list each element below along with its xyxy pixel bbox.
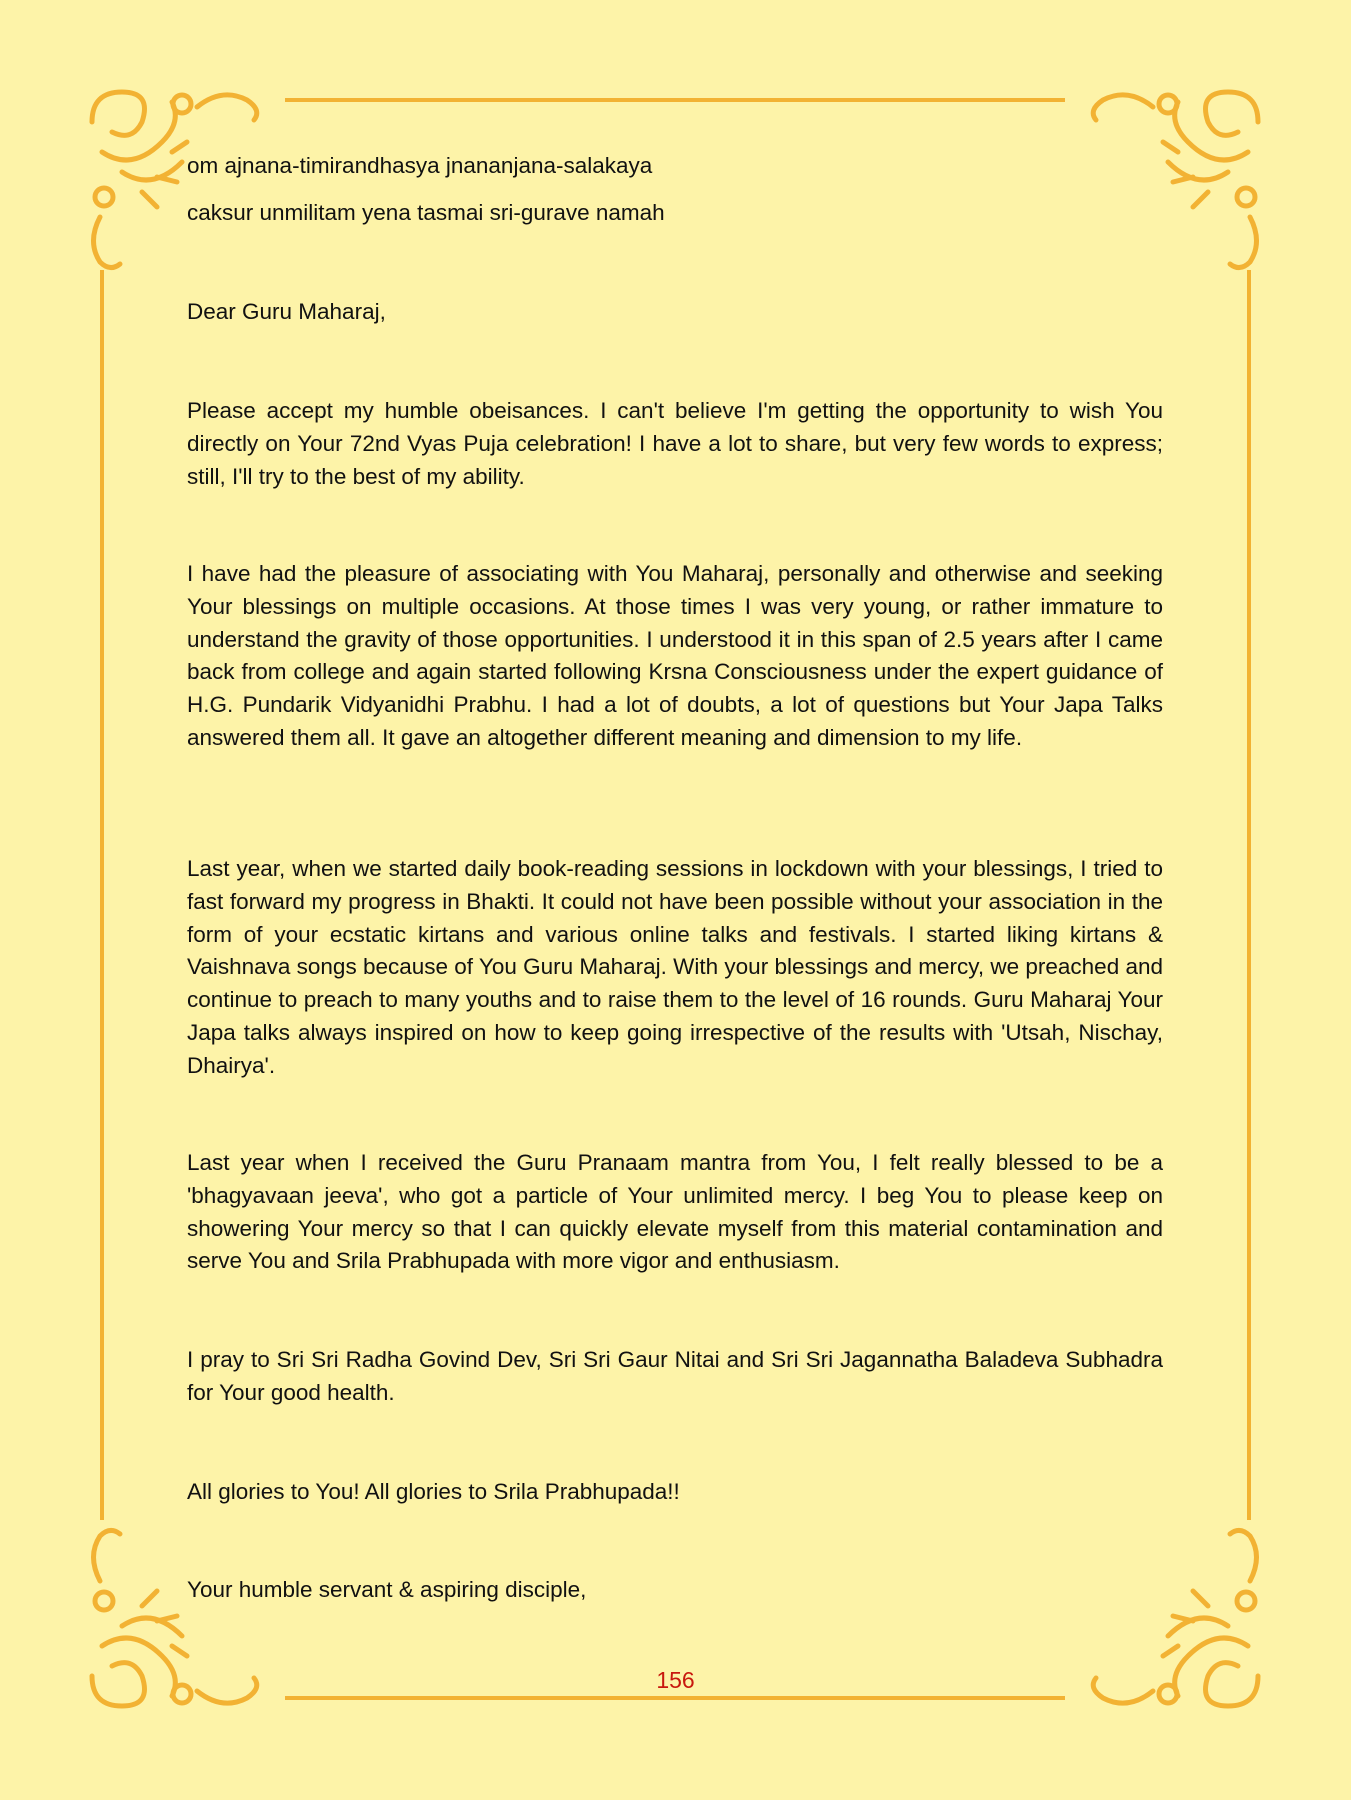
paragraph: I pray to Sri Sri Radha Govind Dev, Sri Sri Gaur Nitai and Sri Sri Jagannatha Baladeva Subhadra for Your good health. — [187, 1347, 1163, 1405]
glories-line: All glories to You! All glories to Srila Prabhupada!! — [187, 1479, 680, 1504]
closing-line: Your humble servant & aspiring disciple, — [187, 1577, 587, 1602]
border-right — [1247, 270, 1251, 1520]
page-number: 156 — [656, 1667, 695, 1693]
paragraph: Last year when I received the Guru Pranaam mantra from You, I felt really blessed to be a 'bhagyavaan jeeva', who got a particle of Your unlimited mercy. I beg You to please keep on showering Your mercy so that I can quickly elevate myself from this material contamination and serve You and Srila Prabhupada with more vigor and enthusiasm. — [187, 1150, 1163, 1274]
paragraph: I have had the pleasure of associating with You Maharaj, personally and otherwise and seeking Your blessings on multiple occasions. At those times I was very young, or rather immature to understand the gravity of those opportunities. I understood it in this span of 2.5 years after I came back from college and again started following Krsna Consciousness under the expert guidance of H.G. Pundarik Vidyanidhi Prabhu. I had a lot of doubts, a lot of questions but Your Japa Talks answered them all. It gave an altogether different meaning and dimension to my life. — [187, 561, 1163, 750]
mantra-line-1: om ajnana-timirandhasya jnananjana-salakaya — [187, 153, 653, 178]
paragraph: Please accept my humble obeisances. I can't believe I'm getting the opportunity to wish You directly on Your 72nd Vyas Puja celebration! I have a lot to share, but very few words to express; still, I'll try to the best of my ability. — [187, 398, 1163, 489]
border-left — [100, 270, 104, 1520]
mantra-line-2: caksur unmilitam yena tasmai sri-gurave namah — [187, 200, 665, 225]
border-top — [285, 98, 1065, 102]
border-bottom — [285, 1696, 1065, 1700]
paragraph: Last year, when we started daily book-reading sessions in lockdown with your blessings, I tried to fast forward my progress in Bhakti. It could not have been possible without your association in the form of your ecstatic kirtans and various online talks and festivals. I started liking kirtans & Vaishnava songs because of You Guru Maharaj. With your blessings and mercy, we preached and continue to preach to many youths and to raise them to the level of 16 rounds. Guru Maharaj Your Japa talks always inspired on how to keep going irrespective of the results with 'Utsah, Nischay, Dhairya'. — [187, 856, 1163, 1078]
salutation: Dear Guru Maharaj, — [187, 299, 386, 324]
